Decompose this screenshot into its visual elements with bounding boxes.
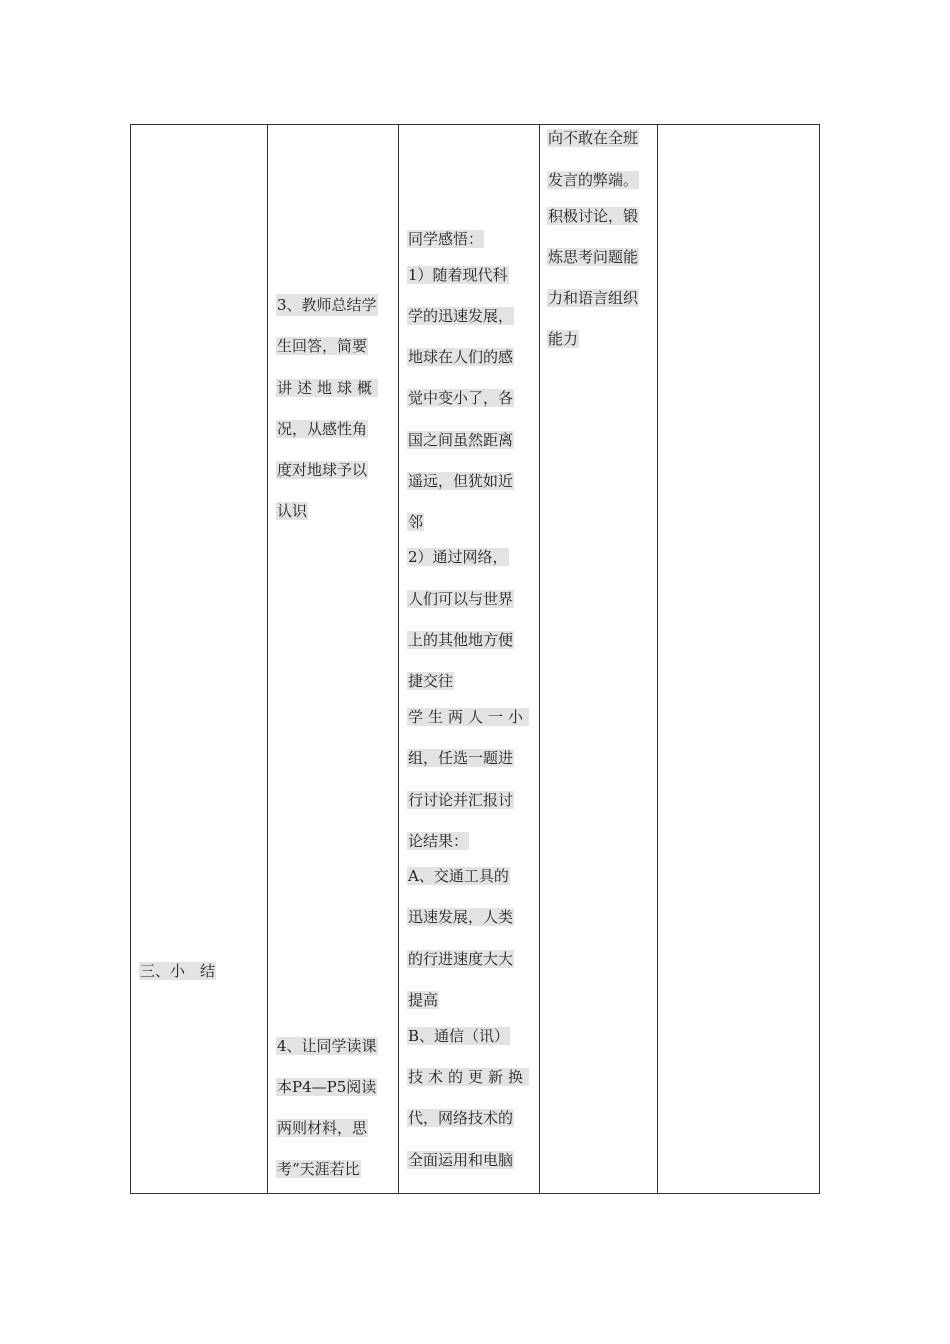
intent-line: 能力	[548, 330, 579, 348]
student-line: 学生两人一小	[408, 708, 529, 726]
intent-line: 发言的弊端。	[548, 171, 639, 189]
section-title: 三、小 结	[140, 962, 216, 980]
student-line: 捷交往	[408, 672, 454, 690]
student-line: 2）通过网络，	[408, 548, 508, 566]
student-line: 行讨论并汇报讨	[408, 791, 514, 809]
student-line: 地球在人们的感	[408, 348, 514, 366]
student-line: 觉中变小了，各	[408, 389, 514, 407]
student-line: 论结果：	[408, 832, 469, 850]
column-divider	[398, 125, 399, 1193]
teacher-line: 况，从感性角	[277, 420, 368, 438]
teacher-line: 认识	[277, 502, 308, 520]
student-line: 人们可以与世界	[408, 590, 514, 608]
intent-line: 向不敢在全班	[548, 129, 639, 147]
intent-line: 力和语言组织	[548, 289, 639, 307]
student-line: 代，网络技术的	[408, 1109, 514, 1127]
column-divider	[539, 125, 540, 1193]
student-line: 国之间虽然距离	[408, 431, 514, 449]
teacher-line: 讲述地球概	[277, 379, 378, 397]
lesson-table	[130, 124, 820, 1194]
teacher-line: 3、教师总结学	[277, 296, 377, 314]
student-line: 迅速发展，人类	[408, 908, 514, 926]
student-line: 全面运用和电脑	[408, 1151, 514, 1169]
teacher-line: 考“天涯若比	[277, 1160, 360, 1178]
student-line: 邻	[408, 513, 424, 531]
teacher-line: 4、让同学读课	[277, 1037, 377, 1055]
student-line: 组，任选一题进	[408, 749, 514, 767]
student-line: 学的迅速发展，	[408, 307, 514, 325]
teacher-line: 两则材料，思	[277, 1119, 368, 1137]
student-line: 1）随着现代科	[408, 266, 508, 284]
column-divider	[267, 125, 268, 1193]
intent-line: 积极讨论，锻	[548, 207, 639, 225]
student-line: B、通信（讯）	[408, 1027, 510, 1045]
student-line: 技术的更新换	[408, 1068, 529, 1086]
intent-line: 炼思考问题能	[548, 248, 639, 266]
student-line: A、交通工具的	[408, 867, 509, 885]
student-line: 提高	[408, 991, 439, 1009]
teacher-line: 生回答，简要	[277, 337, 368, 355]
student-line: 同学感悟：	[408, 230, 484, 248]
column-divider	[657, 125, 658, 1193]
student-line: 的行进速度大大	[408, 950, 514, 968]
student-line: 遥远，但犹如近	[408, 472, 514, 490]
teacher-line: 度对地球予以	[277, 461, 368, 479]
student-line: 上的其他地方便	[408, 631, 514, 649]
teacher-line: 本P4—P5阅读	[277, 1078, 377, 1096]
